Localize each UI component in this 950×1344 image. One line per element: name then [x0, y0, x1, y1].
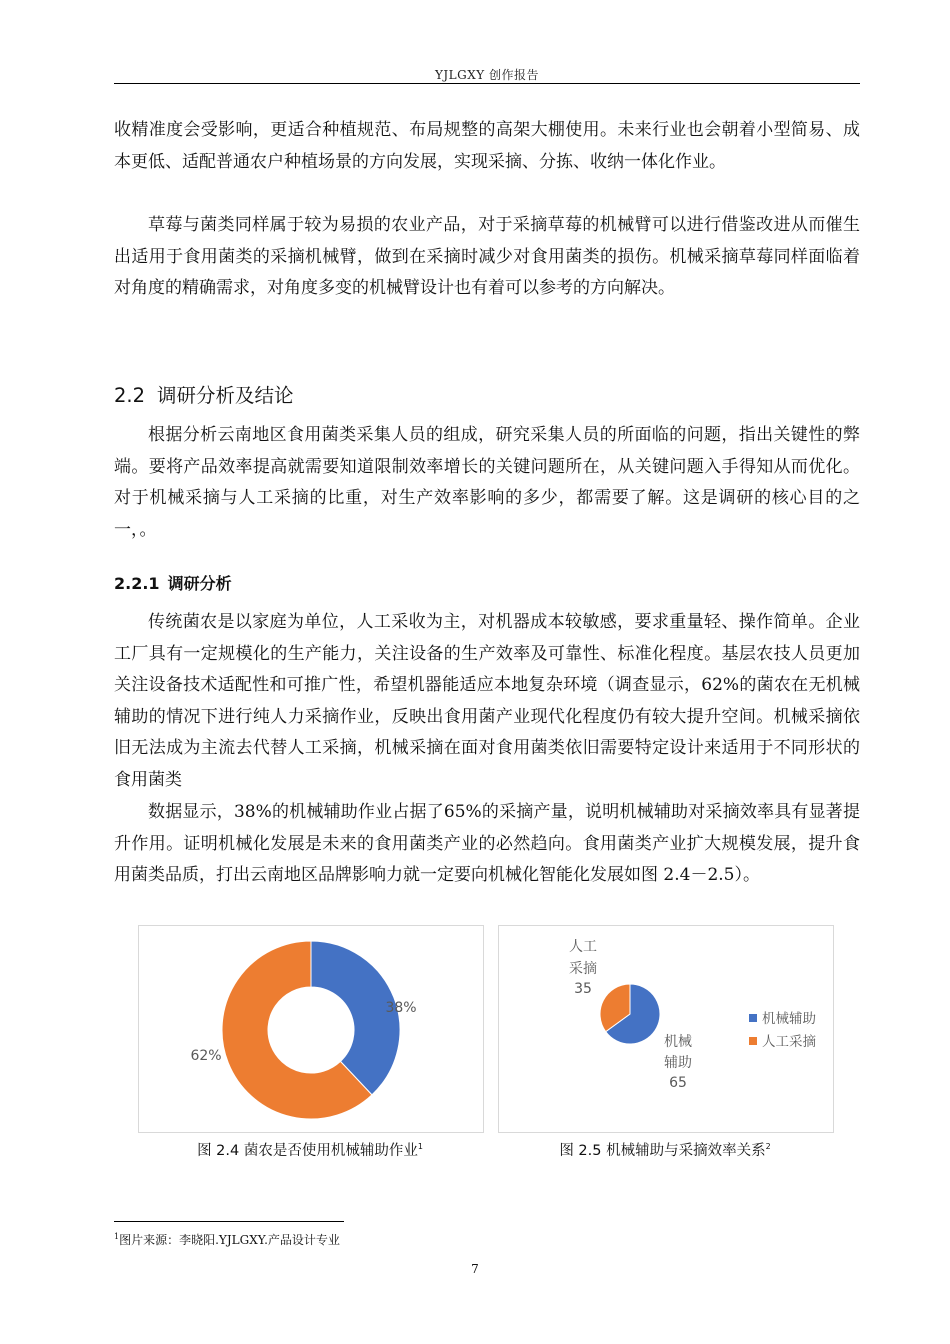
footnote-rule	[114, 1221, 344, 1222]
figure-2-4-chart	[138, 925, 484, 1133]
paragraph-5: 数据显示，38%的机械辅助作业占据了65%的采摘产量，说明机械辅助对采摘效率具有显著提升作用。证明机械化发展是未来的食用菌类产业的必然趋向。食用菌类产业扩大规模发展，提升食用菌类品质，打出云南地区品牌影响力就一定要向机械化智能化发展如图 2.4－2.5）。	[114, 802, 860, 886]
legend-swatch-mechanical	[749, 1014, 757, 1022]
header-rule	[114, 83, 860, 84]
paragraph-1: 收精准度会受影响，更适合种植规范、布局规整的高架大棚使用。未来行业也会朝着小型简易、成本更低、适配普通农户种植场景的方向发展，实现采摘、分拣、收纳一体化作业。	[114, 120, 860, 172]
manual-value-label: 35	[574, 981, 592, 997]
paragraph-3: 根据分析云南地区食用菌类采集人员的组成，研究采集人员的所面临的问题，指出关键性的弊端。要将产品效率提高就需要知道限制效率增长的关键问题所在，从关键问题入手得知从而优化。对于机械采摘与人工采摘的比重，对生产效率影响的多少，都需要了解。这是调研的核心目的之一，。	[114, 425, 860, 540]
subsection-heading-2-2-1	[114, 571, 232, 594]
footnote-number: 1	[114, 1232, 120, 1241]
manual-name-line2: 采摘	[569, 961, 597, 977]
figure-2-5-caption	[498, 1139, 832, 1160]
caption-footnote-ref: 1	[417, 1142, 423, 1152]
caption-text: 图 2.5 机械辅助与采摘效率关系	[559, 1143, 766, 1159]
section-title: 调研分析及结论	[157, 384, 294, 407]
pie-chart	[499, 926, 833, 1132]
figure-2-4-caption	[138, 1139, 482, 1160]
manual-name-line1: 人工	[569, 939, 597, 955]
legend-label-manual: 人工采摘	[762, 1034, 816, 1050]
mechanical-value-label: 65	[669, 1075, 687, 1091]
mechanical-name-line1: 机械	[664, 1034, 692, 1050]
subsection-title: 调研分析	[167, 574, 232, 593]
legend-label-mechanical: 机械辅助	[762, 1011, 816, 1027]
caption-text: 图 2.4 菌农是否使用机械辅助作业	[197, 1143, 418, 1159]
legend-swatch-manual	[749, 1037, 757, 1045]
page-number: 7	[471, 1262, 479, 1276]
footnote-text: 图片来源：李晓阳.YJLGXY.产品设计专业	[119, 1233, 340, 1247]
mechanical-name-line2: 辅助	[664, 1055, 692, 1071]
footnote	[114, 1231, 340, 1248]
doughnut-chart	[139, 926, 483, 1132]
slice-label-manual: 62%	[190, 1048, 222, 1064]
figure-2-5-chart	[498, 925, 834, 1133]
slice-label-mechanical: 38%	[385, 1000, 417, 1016]
section-number: 2.2	[114, 384, 146, 407]
subsection-number: 2.2.1	[114, 574, 160, 593]
page-header: YJLGXY 创作报告	[434, 68, 540, 82]
section-heading-2-2	[114, 380, 294, 408]
paragraph-4: 传统菌农是以家庭为单位，人工采收为主，对机器成本较敏感，要求重量轻、操作简单。企业工厂具有一定规模化的生产能力，关注设备的生产效率及可靠性、标准化程度。基层农技人员更加关注设备技术适配性和可推广性，希望机器能适应本地复杂环境（调查显示，62%的菌农在无机械辅助的情况下进行纯人力采摘作业，反映出食用菌产业现代化程度仍有较大提升空间。机械采摘依旧无法成为主流去代替人工采摘，机械采摘在面对食用菌类依旧需要特定设计来适用于不同形状的食用菌类	[114, 612, 860, 790]
paragraph-2: 草莓与菌类同样属于较为易损的农业产品，对于采摘草莓的机械臂可以进行借鉴改进从而催生出适用于食用菌类的采摘机械臂，做到在采摘时减少对食用菌类的损伤。机械采摘草莓同样面临着对角度的精确需求，对角度多变的机械臂设计也有着可以参考的方向解决。	[114, 215, 860, 299]
caption-footnote-ref: 2	[765, 1142, 771, 1152]
